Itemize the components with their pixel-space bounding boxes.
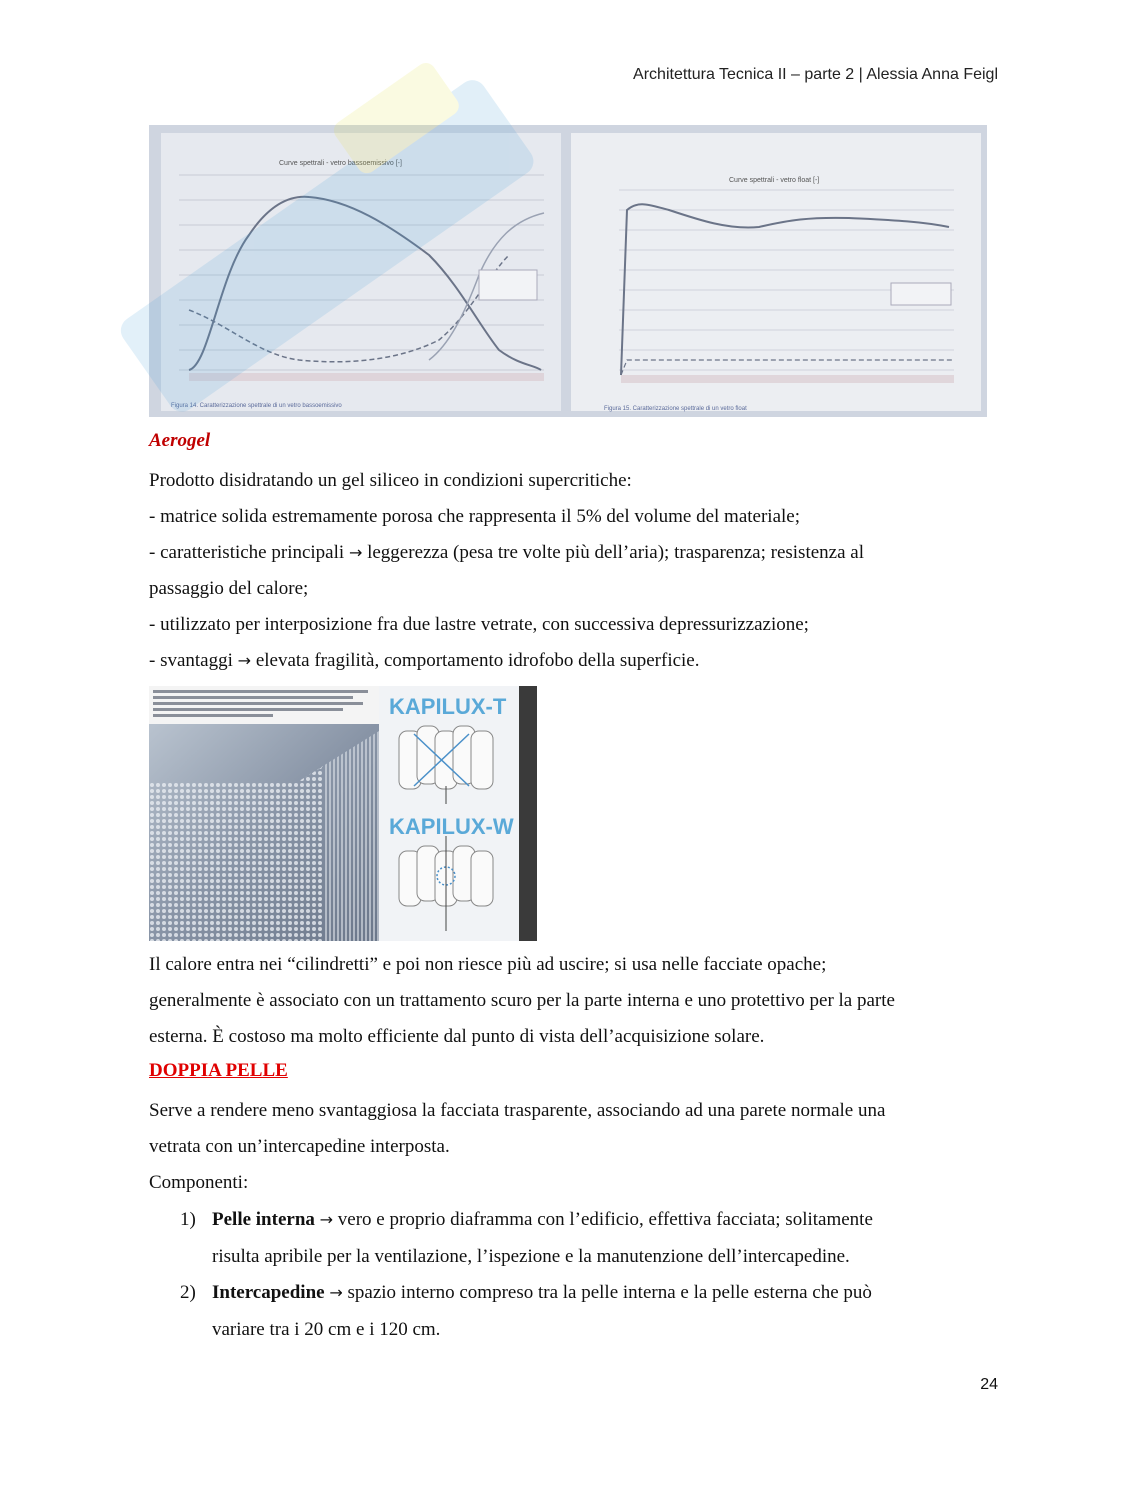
aerogel-heading: Aerogel — [149, 430, 211, 451]
doppia-line-3: Componenti: — [149, 1172, 249, 1193]
aerogel-line-6a: - svantaggi — [149, 650, 233, 671]
aerogel-line-3 — [149, 535, 999, 572]
kapilux-photo — [149, 686, 537, 941]
aerogel-line-6 — [149, 643, 999, 680]
aerogel-line-3b: leggerezza (pesa tre volte più dell’aria); trasparenza; resistenza al — [367, 542, 864, 563]
page-number: 24 — [980, 1376, 998, 1393]
aerogel-line-1: Prodotto disidratando un gel siliceo in condizioni supercritiche: — [149, 470, 632, 491]
arrow-icon: → — [329, 1283, 343, 1302]
spectral-curves-photo — [149, 125, 987, 417]
kapilux-line-2: generalmente è associato con un trattamento scuro per la parte interna e uno protettivo per la parte — [149, 990, 895, 1011]
list-number: 2) — [180, 1282, 196, 1303]
arrow-icon: → — [319, 1210, 334, 1229]
list-text-cont: variare tra i 20 cm e i 120 cm. — [212, 1318, 441, 1340]
list-number: 1) — [180, 1209, 196, 1230]
list-term: Pelle interna — [212, 1209, 315, 1230]
list-text-cont: risulta apribile per la ventilazione, l’ispezione e la manutenzione dell’intercapedine. — [212, 1245, 850, 1267]
aerogel-line-6b: elevata fragilità, comportamento idrofobo della superficie. — [255, 650, 700, 671]
aerogel-line-5: - utilizzato per interposizione fra due lastre vetrate, con successiva depressurizzazione; — [149, 614, 809, 635]
right-chart-caption: Figura 15. Caratterizzazione spettrale di un vetro float — [604, 406, 747, 412]
kapilux-line-3: esterna. È costoso ma molto efficiente dal punto di vista dell’acquisizione solare. — [149, 1026, 765, 1047]
arrow-icon: → — [348, 543, 363, 562]
kapilux-line-1: Il calore entra nei “cilindretti” e poi non riesce più ad uscire; si usa nelle facciate opache; — [149, 954, 827, 975]
list-term: Intercapedine — [212, 1282, 325, 1303]
list-item — [180, 1202, 970, 1275]
aerogel-line-2: - matrice solida estremamente porosa che rappresenta il 5% del volume del materiale; — [149, 506, 801, 527]
kapilux-w-label: KAPILUX-W — [389, 814, 514, 839]
list-item — [180, 1275, 970, 1348]
doppia-line-1: Serve a rendere meno svantaggiosa la facciata trasparente, associando ad una parete normale una — [149, 1100, 886, 1121]
doppia-line-2: vetrata con un’intercapedine interposta. — [149, 1136, 450, 1157]
aerogel-line-4: passaggio del calore; — [149, 578, 309, 599]
components-list — [180, 1202, 970, 1348]
list-text: spazio interno compreso tra la pelle interna e la pelle esterna che può — [347, 1282, 872, 1303]
kapilux-t-label: KAPILUX-T — [389, 694, 507, 719]
page-header: Architettura Tecnica II – parte 2 | Alessia Anna Feigl — [633, 66, 998, 83]
right-chart-title: Curve spettrali - vetro float [-] — [729, 177, 820, 184]
doppia-pelle-heading: DOPPIA PELLE — [149, 1060, 288, 1081]
arrow-icon: → — [237, 651, 252, 670]
left-chart-title: Curve spettrali - vetro bassoemissivo [-] — [279, 160, 402, 167]
left-chart-caption: Figura 14. Caratterizzazione spettrale di un vetro bassoemissivo — [171, 403, 342, 409]
aerogel-line-3a: - caratteristiche principali — [149, 542, 345, 563]
list-text: vero e proprio diaframma con l’edificio, effettiva facciata; solitamente — [337, 1209, 873, 1230]
